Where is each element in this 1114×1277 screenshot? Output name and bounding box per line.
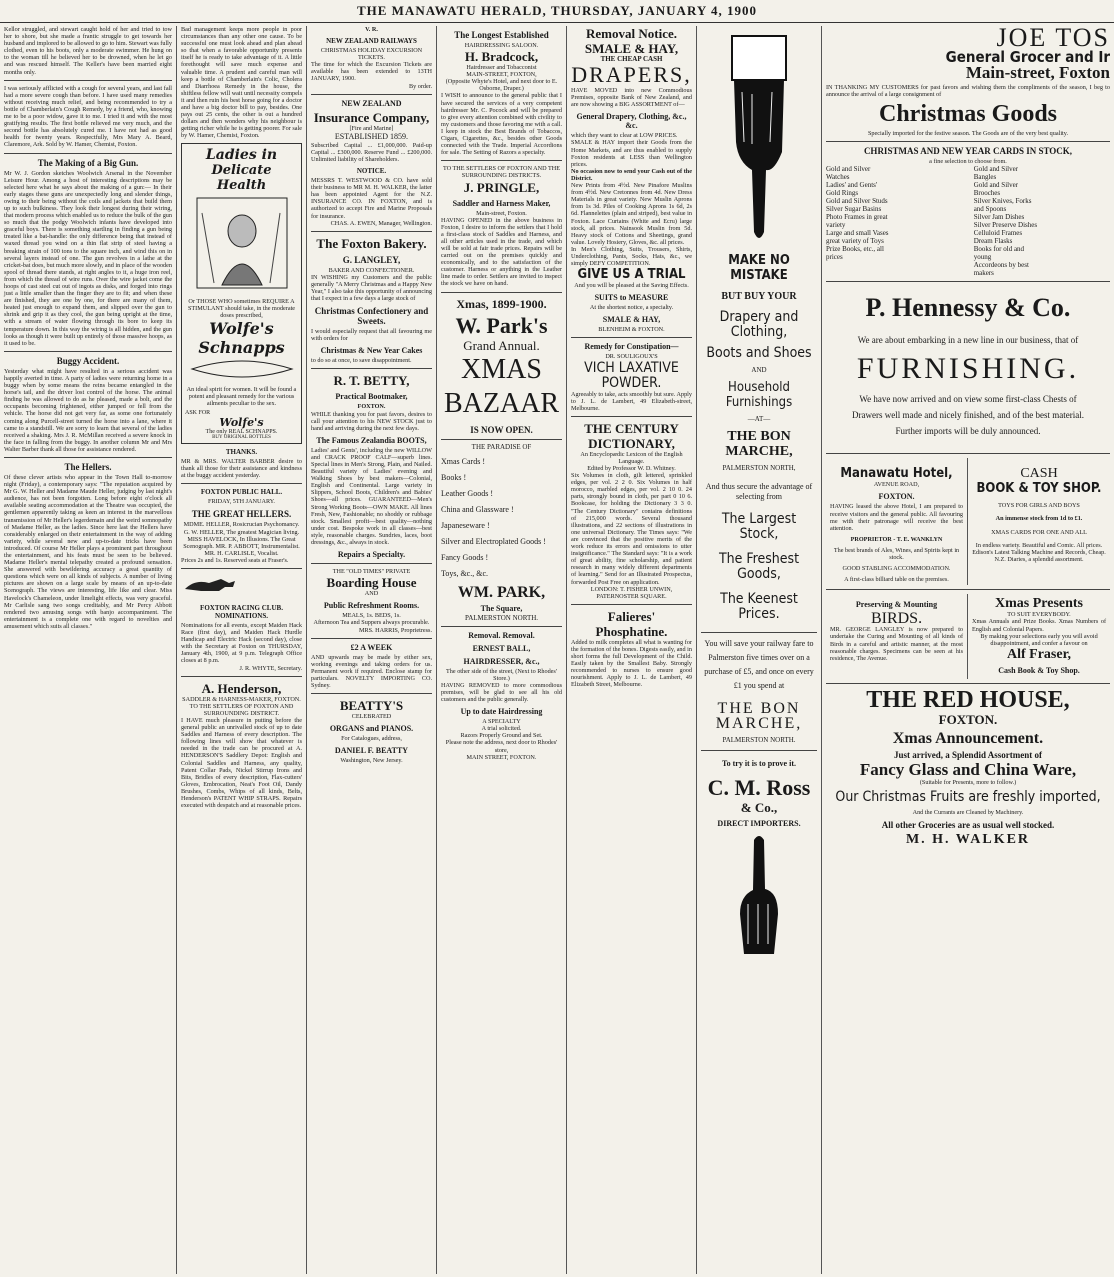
ad-heading: FOXTON RACING CLUB. NOMINATIONS. bbox=[200, 604, 283, 620]
ad-text: Edited by Professor W. D. Whitney. bbox=[587, 465, 676, 472]
ad-title: Xmas Announcement. bbox=[892, 729, 1044, 747]
divider bbox=[441, 160, 562, 161]
ad-title: Our Christmas Fruits are freshly imported, bbox=[835, 788, 1101, 805]
divider bbox=[4, 80, 172, 81]
ad-title: Grand Annual. bbox=[463, 337, 540, 353]
ad-title: Ladies in bbox=[205, 146, 278, 163]
ad-title: A. Henderson, bbox=[201, 680, 282, 696]
ad-text: HAVING leased the above Hotel, I am prepared to receive visitors and the general public. All favouring me with their patronage will receive the best attention. bbox=[830, 503, 964, 532]
ad-text: FOXTON. bbox=[357, 403, 386, 411]
ad-text: An Encyclopædic Lexicon of the English Language. bbox=[580, 450, 683, 465]
ad-text: MAIN STREET, FOXTON. bbox=[466, 753, 537, 761]
ad-text: The best brands of Ales, Wines, and Spirits kept in stock. bbox=[833, 546, 960, 562]
ad-text: MR. GEORGE LANGLEY is now prepared to undertake the Curing and Mounting of all kinds of Birds in a careful and artistic manner, at the most reasonable charges. Specimens can be seen at his residence, The Avenue. bbox=[830, 626, 964, 662]
column-ads-4 bbox=[437, 26, 567, 1274]
ad-text: MEALS, 1s. BEDS, 1s. bbox=[342, 612, 401, 620]
ad-heading: FOXTON. bbox=[878, 492, 915, 502]
ad-heading: Up to date Hairdressing bbox=[460, 707, 543, 717]
ad-title: Insurance Company, bbox=[313, 109, 430, 125]
list-item: Xmas Cards ! bbox=[441, 456, 485, 466]
ad-title: The Foxton Bakery. bbox=[316, 235, 427, 251]
ad-text: XMAS CARDS FOR ONE AND ALL bbox=[991, 528, 1087, 536]
ad-text: Added to milk completes all what is wanting for the formation of the bones. Digests easily, and in short forms the full Development of the Child. Easily taken by the Smallest Baby. Strongly recommended to nurses to ensure good nourishment. Apply to J. L. de Lambert, 49 Elizabeth Street, Melbourne. bbox=[571, 638, 692, 689]
brand-wolfes: Wolfe's bbox=[219, 416, 264, 430]
ad-heading: HAIRDRESSER, &c., bbox=[463, 656, 540, 666]
ad-title: The Freshest Goods, bbox=[718, 551, 800, 583]
ad-title: M. H. WALKER bbox=[905, 831, 1031, 847]
ad-text: HAVING OPENED in the above business in Foxton, I desire to inform the settlers that I hold a first-class stock of Saddles and Harness, and all other articles used in the trade, and which will be sold at fair trade prices. Repairs will be carried out on the premises quickly and economically, and to the satisfaction of the customer. Harness or anything in the Leather line made to order. Settlers are invited to inspect the stock we have on hand. bbox=[441, 216, 562, 288]
divider bbox=[571, 337, 692, 338]
ad-text: to do so at once, to save disappointment. bbox=[311, 357, 412, 365]
ad-text: You will save your railway fare to Palmerston five times over on a purchase of £5, and once on every £1 you spend at bbox=[704, 639, 814, 691]
ad-heading: ERNEST BALL, bbox=[472, 643, 531, 653]
divider bbox=[441, 439, 562, 440]
ad-heading: IS NOW OPEN. bbox=[470, 424, 533, 435]
ad-heading: SMALE & HAY, bbox=[602, 315, 661, 325]
goods-list-right bbox=[974, 165, 1110, 277]
ad-text: Hairdresser and Tobacconist bbox=[466, 64, 537, 72]
article-text: Mr W. J. Gordon sketches Woolwich Arsenal in the November Leisure Hour. Among a host of interesting descriptions may be selected here what he says about the making of a gun:— In their early stages these guns are unexpectedly long and slender things, owing to their being without the coils and jackets that build them up to such bulkiness. They look their longest during their wiring, that modern process which enabled us to reduce the bulk of the gun so much that the podgy Woolwich infants have developed into graceful boys. There is something startling in finding a gun being treated like a bat-handle: the only difference being that instead of waxed thread you wind on a thin flat strip of steel having a breaking strain of 100 tons to the square inch, and wind this on in several layers instead of one. The gun revolves in a lathe at the cricket-bat does, but much more slowly, and in place of the wooden spool of thread there stands, at right angles to it, a huge iron reel, from which the thread of wire runs. Over the wire jacket come the hoops of cast steel cut out of ingots as disks, and forged into rings just a little smaller than the finger they are to fit; and when these are finished, they are one by one, for there are many of them, heated just enough to expand them, and slipped over the gun to shrink and grip it as they cool, the gun being upright at the time, with a stream of water flowing through its bore to keep its temperature down. In this way the wiring is all hidden, and the gun looks as though it were built up entirely of those massive hoops, as it used to be. bbox=[4, 169, 172, 347]
ad-heading: Christmas Confectionery and Sweets. bbox=[314, 306, 429, 327]
ad-text: IN THANKING MY CUSTOMERS for past favors and wishing them the compliments of the season, I beg to announce the arrival of a large consignment of bbox=[826, 84, 1110, 99]
ad-heading: ORGANS and PIANOS. bbox=[329, 724, 414, 734]
ornament-icon bbox=[187, 357, 297, 381]
list-item: Gold and Silver Brooches bbox=[973, 181, 1019, 198]
divider bbox=[181, 483, 302, 484]
divider bbox=[701, 750, 817, 751]
list-item: Books for old and young bbox=[973, 245, 1025, 262]
list-item: Gold and Silver Bangles bbox=[973, 165, 1019, 182]
list-item: Silver Jam Dishes bbox=[973, 213, 1025, 222]
divider bbox=[311, 563, 432, 564]
list-item: Books ! bbox=[441, 472, 467, 482]
ad-text: In endless variety. Beautiful and Comic. All prices. bbox=[975, 541, 1103, 549]
list-item: Silver Sugar Basins bbox=[826, 205, 882, 214]
divider bbox=[311, 638, 432, 639]
ad-text: CELEBRATED bbox=[351, 713, 392, 721]
ad-title: W. Park's bbox=[455, 312, 548, 338]
ad-text: TO THE SETTLERS OF FOXTON AND SURROUNDING DISTRICT. bbox=[189, 702, 294, 717]
article-heading: Buggy Accident. bbox=[56, 355, 120, 366]
ad-title: BEATTY'S bbox=[339, 698, 404, 714]
ad-heading: Just arrived, a Splendid Assortment of bbox=[893, 749, 1042, 760]
ad-text: A first-class billiard table on the premises. bbox=[844, 576, 949, 584]
ad-heading: Repairs a Specialty. bbox=[337, 550, 406, 560]
sub-row-hotel-cash bbox=[826, 458, 1110, 585]
divider bbox=[311, 693, 432, 694]
ad-title: DICTIONARY, bbox=[588, 435, 675, 451]
divider bbox=[571, 416, 692, 417]
racehorse-icon bbox=[181, 573, 241, 595]
ad-text: In Men's Clothing, Suits, Trousers, Shirts, Underclothing, Pants, Socks, Hats, &c., we simply DEFY COMPETITION. bbox=[571, 245, 692, 268]
column-ads-5 bbox=[567, 26, 697, 1274]
ad-title: Christmas Goods bbox=[878, 101, 1058, 128]
pointing-hand-down-icon bbox=[724, 32, 794, 247]
list-item: Celluloid Frames bbox=[973, 229, 1023, 238]
ad-text: PROPRIETOR - T. E. WANKLYN bbox=[850, 535, 943, 543]
ad-text: And the Currants are Cleaned by Machinery. bbox=[912, 808, 1024, 816]
ad-title: BIRDS. bbox=[870, 610, 923, 628]
ad-text: PALMERSTON NORTH. bbox=[464, 613, 539, 622]
divider bbox=[826, 589, 1110, 590]
ad-title: R. T. BETTY, bbox=[333, 373, 410, 389]
ad-text: The other side of the street, (Next to Rhodes' Store.) bbox=[446, 667, 557, 682]
ad-text: Subscribed Capital ... £1,000,000. Paid-up Capital ... £300,000. Reserve Fund ... £200,000. Unlimited liability of Shareholders. bbox=[311, 141, 432, 163]
ad-text: Or THOSE WHO sometimes REQUIRE A STIMULANT should take, in the moderate doses prescribed, bbox=[187, 297, 296, 319]
ad-title: Xmas Presents bbox=[995, 596, 1084, 612]
ad-heading: General Drapery, Clothing, &c., &c. bbox=[576, 112, 687, 131]
ad-text: Ladies' and Gents', including the new WILLOW and CRACK PROOF CALF—superb lines. Special lines in Men's Strong, Plain, and Nailed. Beautiful variety of Ladies' evening and Walking Shoes by best makers—Colonial, English and Continental. Large variety in Slippers, School Boots, Children's and Babies' Shoes—all prices. GUARANTEED—Men's Strong Working Boots—OWN MAKE. All lines Fresh, New, Fashionable; no shoddy or rubbage stock. Smallest profit—best quality—nothing under cost. Bespoke work in all classes—best style, reasonable charges. Sundries, laces, boot dressings, &c., always in stock. bbox=[311, 446, 432, 547]
ad-text: Prices 2s and 1s. Reserved seats at Fraser's. bbox=[181, 556, 289, 564]
list-item: Accordeons by best makers bbox=[973, 261, 1029, 278]
ad-title: Falieres' Phosphatine. bbox=[595, 608, 668, 639]
ad-text: HAIRDRESSING SALOON. bbox=[464, 42, 539, 49]
divider bbox=[311, 231, 432, 232]
ad-text: A SPECIALTY bbox=[482, 718, 521, 726]
ad-text: No occasion now to send your Cash out of the District. bbox=[571, 167, 692, 182]
column-bon-marche bbox=[697, 26, 822, 1274]
column-ads-7 bbox=[822, 26, 1114, 1274]
list-item: Japaneseware ! bbox=[441, 520, 490, 530]
list-item: Prize Books, etc., all prices bbox=[826, 245, 884, 262]
divider bbox=[181, 676, 302, 677]
divider bbox=[181, 568, 302, 569]
hotel-advert bbox=[826, 458, 968, 585]
divider bbox=[441, 292, 562, 293]
ad-title: WM. PARK, bbox=[457, 583, 546, 601]
ad-text: CHRISTMAS HOLIDAY EXCURSION TICKETS. bbox=[320, 47, 423, 62]
ad-title: Manawatu Hotel, bbox=[840, 466, 953, 482]
goods-list bbox=[826, 165, 1110, 277]
ad-heading: DANIEL F. BEATTY bbox=[334, 746, 409, 756]
divider bbox=[4, 457, 172, 458]
ad-heading: THE GREAT HELLERS. bbox=[191, 509, 292, 520]
ad-heading: FOXTON PUBLIC HALL. bbox=[200, 488, 283, 497]
article-heading: The Hellers. bbox=[64, 461, 112, 472]
ad-text: Specially imported for the festive season. The Goods are of the very best quality. bbox=[867, 130, 1068, 138]
list-item: Ladies' and Gents' Gold Rings bbox=[826, 181, 878, 198]
ad-text: AND bbox=[364, 590, 379, 598]
ad-text: —AT— bbox=[747, 415, 771, 424]
ad-heading: NEW ZEALAND bbox=[341, 98, 402, 108]
column-news-2 bbox=[177, 26, 307, 1274]
ad-title: FOXTON. bbox=[938, 711, 998, 727]
ad-heading: Practical Bootmaker, bbox=[335, 392, 408, 402]
ad-text: MDME. HELLER, Rosicrucian Psychomancy. G. W. HELLER, The greatest Magician living. MISS HAVELOCK, In Illusions. The Great Scenograph. MR. P. ABBOTT, Instrumentalist. MR. H. CARLISLE, Vocalist. bbox=[183, 521, 300, 557]
ad-heading: Remedy for Constipation— bbox=[584, 342, 679, 352]
ad-title: XMAS bbox=[461, 353, 542, 385]
ad-text: FRIDAY, 5TH JANUARY. bbox=[208, 498, 275, 506]
ad-text: MR & MRS. WALTER BARBER desire to thank all those for their assistance and kindness at the buggy accident yesterday. bbox=[181, 458, 302, 480]
ad-text: BLENHEIM & FOXTON. bbox=[598, 326, 665, 334]
pointing-hand-up-icon bbox=[734, 834, 784, 959]
ad-text: I WISH to announce to the general public that I have secured the services of a very competent hairdresser Mr. C. Pocock and will be prepared to give every attention combined with civility to my customers and those favoring me with a call. I keep in stock the Best Brands of Tobaccos, Cigars, Cigarettes, &c., besides other Goods connected with the Trade. Imperial Accordions for sale. The Setting of Razors a specialty. bbox=[441, 92, 562, 157]
ad-title: THE BON MARCHE, bbox=[715, 700, 803, 733]
ad-text: TO THE SETTLERS OF FOXTON AND THE SURROUNDING DISTRICTS. bbox=[442, 165, 561, 180]
ad-text: TOYS FOR GIRLS AND BOYS bbox=[998, 502, 1080, 510]
divider bbox=[311, 368, 432, 369]
article-text: Kellor struggled, and stewart caught hold of her and tried to tow her to shore, but she made a frantic struggle to get towards her husband and implored to be allowed to go to him. Stewart was fully clothed, even to his boots, only a moderate swimmer. He hung on to the woman till he believed her to be drowned, when he let go and was rescued himself. The Keller's have been married eight months only. bbox=[4, 26, 172, 76]
ad-title: C. M. Ross bbox=[707, 775, 811, 801]
ad-heading: £2 A WEEK bbox=[350, 642, 393, 652]
ad-title: Drapery and Clothing, bbox=[719, 309, 799, 340]
ladies-illustration bbox=[192, 193, 292, 293]
list-item: Gold and Silver Studs bbox=[826, 197, 888, 206]
ad-text: We have now arrived and on view some first-class Chests of Drawers well made and nicely finished, and of the best material. Further imports will be duly announced. bbox=[852, 394, 1084, 437]
ad-text: PALMERSTON NORTH. bbox=[722, 736, 796, 745]
divider bbox=[441, 626, 562, 627]
ad-text: Xmas Annuals and Prize Books. Xmas Numbers of English and Colonial Papers. bbox=[972, 618, 1106, 633]
bookshop-advert bbox=[968, 458, 1110, 585]
ad-title: GIVE US A TRIAL bbox=[577, 267, 686, 283]
divider bbox=[826, 453, 1110, 454]
list-item: Silver and Electroplated Goods ! bbox=[441, 536, 546, 546]
ad-title: Fancy Glass and China Ware, bbox=[859, 759, 1077, 779]
ad-text: We are about embarking in a new line in our business, that of bbox=[857, 335, 1079, 346]
ad-text: WHILE thanking you for past favors, desires to call your attention to his NEW STOCK just to hand and arriving during the next few days. bbox=[311, 410, 432, 432]
ad-title: Household Furnishings bbox=[725, 380, 793, 411]
ad-text: An immense stock from 1d to £1. bbox=[995, 515, 1083, 523]
divider bbox=[4, 153, 172, 154]
ad-heading: Preserving & Mounting bbox=[855, 600, 938, 610]
ad-heading: Removal. Removal. bbox=[468, 630, 535, 640]
ad-text: Afternoon Tea and Suppers always procurable. bbox=[313, 619, 430, 627]
ad-heading: NEW ZEALAND RAILWAYS bbox=[326, 37, 417, 46]
divider bbox=[311, 94, 432, 95]
ad-title: BAZAAR bbox=[443, 387, 560, 419]
article-text: I was seriously afflicted with a cough for several years, and last fall had a more severe cough than before. I have used many remedies without receiving much relief, and being recommended to try a bottle of Chamberlain's Cough Remedy, by a friend, who, knowing me to be a poor widow, gave it to me. I tried it and with the most gratifying results. The first bottle relieved me very much, and the second bottle has absolutely cured me. I have not had as good health for twenty years. Respectfully, Mrs Mary A. Beard, Claremore, Ark. Sold by W. Hamer, Chemist, Foxton. bbox=[4, 84, 172, 149]
ad-text: MAIN-STREET, FOXTON, bbox=[466, 71, 537, 79]
ad-heading: THANKS. bbox=[225, 448, 258, 457]
ad-text: BUY ORIGINAL BOTTLES bbox=[212, 435, 271, 441]
ad-text: (Suitable for Presents, more to follow.) bbox=[919, 778, 1017, 786]
ad-text: SADDLER & HARNESS-MAKER, FOXTON. bbox=[182, 695, 301, 703]
ad-text: AVENUE ROAD, bbox=[873, 481, 920, 489]
article-text: Of these clever artists who appear in the Town Hall to-morrow night (Friday), a contemporary says: "The reputation acquired by Mr G. W. Heller and Madame Maude Heller, judging by last night's audience, has not been forgotten. Long before eight o'clock all available seating accommodation at the Theatre was occupied, the gentlemen apparently taking as keen an interest in the marvellous transmission of Mr Heller's legerdemain and the weird somnopathy of Madame Heller, as the ladies. Since here last the Hellers have considerably enlarged on their entertainment in the way of adding variety, while several new and up-to-date tricks have been introduced. Of course Mr Heller plays a prominent part throughout the entertainment, and his feats must be seen to be believed. Madame Heller's mental telepathy created a profound sensation. She answered with bewildering accuracy a great quantity of questions which were on all kinds of subjects. A number of living pictures are shown on a large scale by means of an up-to-date Scenograph. The views are interesting, life like and clear. Miss Havelock's Chameleon, under limelight effects, was very graceful. Mr Carlisle sang two songs creditably, and Mr Percy Abbott rendered two amusing songs with banjo accompaniment. The entertainment is a complete one with regard to novelties and amusement which suits all classes." bbox=[4, 473, 172, 630]
ad-text: By order. bbox=[408, 82, 432, 90]
ad-text: SMALE & HAY import their Goods from the Home Markets, and are thus enabled to supply Foxton residents at LESS than Wellington prices. bbox=[571, 139, 692, 168]
ad-title: Boots and Shoes bbox=[706, 345, 812, 361]
ad-text: The only REAL SCHNAPPS. bbox=[205, 429, 278, 436]
ad-title: SMALE & HAY, bbox=[584, 41, 679, 56]
ad-heading: Saddler and Harness Maker, bbox=[452, 198, 551, 208]
ad-title: FURNISHING. bbox=[856, 352, 1080, 386]
ad-title: Boarding House bbox=[326, 575, 417, 591]
ad-title: The Largest Stock, bbox=[721, 511, 797, 543]
divider bbox=[826, 281, 1110, 282]
article-text: Bad management keeps more people in poor circumstances than any other one cause. To be successful one must look ahead and plan ahead so that when a favorable opportunity presents itself he is ready to take advantage of it. A little forethought will save much expense and valuable time. A prudent and careful man will keep a bottle of Chamberlain's Colic, Cholera and Diarrhoea Remedy in the house, the shiftless fellow will wait until necessity compels it and then ruin his best horse going for a doctor and have a big doctor bill to pay, besides. One pays out 25 cents, the other is out a hundred dollars and then wonders why his neighbour is getting richer while he is getting poorer. For sale by W. Hamer, Chemist, Foxton. bbox=[181, 26, 302, 140]
ad-title: Removal Notice. bbox=[586, 26, 677, 41]
ad-heading: BUT BUY YOUR bbox=[721, 291, 797, 302]
ad-text: By making your selections early you will avoid disappointment, and confer a favour on bbox=[980, 632, 1098, 647]
ad-text: IN WISHING my Customers and the public generally "A Merry Christmas and a Happy New Year," I also take this opportunity of announcing that I expect in a few days a large stock of bbox=[311, 273, 432, 303]
ad-text: THE CHEAP CASH bbox=[600, 55, 663, 63]
ad-text: THE PARADISE OF bbox=[471, 442, 532, 451]
ad-text: TO SUIT EVERYBODY. bbox=[1007, 611, 1071, 619]
ad-text: AND upwards may be made by either sex, working evenings and taking orders for us. Permanent work if required. Enclose stamp for particulars. NOVELTY IMPORTING CO. Sydney. bbox=[311, 653, 432, 689]
list-item: Photo Frames in great variety bbox=[826, 213, 888, 230]
ad-text: The time for which the Excursion Tickets are available has been extended to 13TH JANUARY, 1900. bbox=[311, 61, 432, 83]
ad-title: THE BON MARCHE, bbox=[725, 429, 793, 460]
sub-row-birds-presents bbox=[826, 594, 1110, 678]
article-heading: The Making of a Big Gun. bbox=[37, 157, 139, 168]
ad-text: Main-street, Foxton. bbox=[476, 209, 527, 217]
ad-title: DRAPERS, bbox=[571, 62, 692, 88]
ad-title: VICH LAXATIVE POWDER. bbox=[584, 359, 679, 391]
article-text: Yesterday what might have resulted in a serious accident was happily averted in time. A party of ladies were returning home in a buggy when by some means the reins became entangled in the horse's tail, and the driver lost control of the horse. The animal finding he was allowed to do as he pleased, made a bolt, and the occupants becoming frightened, either jumped or fell from the vehicle. The horse did not get very far, as some one fortunately coming along Purcell-street turned the horse into a lane, where it came to a standstill. We are sorry to learn that several of the ladies received a shaking. Mrs J. R. McMillan received a severe knock in the face in falling from the buggy. In another column Mr and Mrs Walter Barber thank all those for assistance rendered. bbox=[4, 367, 172, 453]
ad-text: Six Volumes in cloth, gilt lettered, sprinkled edges, per vol. 2 2 0. Six Volumes in half morocco, marbled edges, per vol. 2 10 0. 24 parts, strongly bound in cloth, per part 0 10 6. Bookcase, for holding the Dictionary 3 3 0. "The Century Dictionary" contains definitions of 215,000 words. Several thousand illustrations, and 22 sections of illustrations in one universal Dictionary. The Times says: "We are convinced that the positive merits of the work reduce its errors and omissions to utter insignificance." The Standard says: "It is a work of great ability, fine scholarship, and patient research in many widely different departments of learning." Send for an Illustrated Prospectus, forwarded Post Free on application. bbox=[571, 472, 692, 586]
ad-text: J. R. WHYTE, Secretary. bbox=[239, 664, 302, 672]
brand-schnapps: Schnapps bbox=[198, 337, 285, 357]
ad-text: [Fire and Marine] bbox=[349, 124, 394, 132]
ad-text: And thus secure the advantage of selecting from bbox=[705, 482, 813, 502]
ad-text: GOOD STABLING ACCOMMODATION. bbox=[842, 565, 951, 573]
ad-heading: NOTICE. bbox=[356, 167, 387, 176]
ad-text: New Prints from 4½d. New Pinafore Muslins from 4½d. New Cretonnes from 4d. New Dress Materials in great variety. New Muslin Aprons from 1s 3d. Piles of Cooking Aprons 1s 6d, 2s 6d. Flannelettes (plain and striped), best value in Foxton. Lace Curtains (White and Ecru) large stock, all prices. Nainsook Muslin from 5d. Heavy stock of Cottons and Sheetings, grand value. Lovely Hosiery, Gloves, &c. all prices. bbox=[571, 182, 692, 246]
ad-text: LONDON: T. FISHER UNWIN, PATERNOSTER SQUARE. bbox=[590, 585, 673, 600]
ad-text: I HAVE much pleasure in putting before the general public an unrivalled stock of up to date Saddles and Harness of every description. The following lines will show that whatever is needed in the trade can be procured at A. HENDERSON'S Saddlery Depot: English and Colonial Saddles and Harness, any quality, Patent Collar Pads, Nickel Stirrup Irons and Bits, Bridles of every description, Flax-cutters' Gloves, Embrocation, Neat's Foot Oil, Dandy Brushes, Combs, Whips of all kinds, Belts, Henderson's PATENT WHIP STRAPS. Repairs executed with despatch and at reasonable prices. bbox=[181, 716, 302, 810]
ad-title: H. Bradcock, bbox=[464, 49, 539, 65]
list-item: Toys, &c., &c. bbox=[441, 568, 488, 578]
ad-text: HAVING REMOVED to more commodious premises, will be glad to see all his old customers and the public generally. bbox=[441, 681, 562, 704]
ad-text: N.Z. Diaries, a splendid assortment. bbox=[994, 555, 1084, 563]
ad-heading: The Square, bbox=[480, 603, 523, 613]
column-news-1 bbox=[0, 26, 177, 1274]
ad-text: which they want to clear at LOW PRICES. bbox=[571, 132, 678, 140]
ad-text: And you will be pleased at the Saving Effects. bbox=[574, 282, 689, 290]
divider bbox=[4, 351, 172, 352]
ad-text: At the shortest notice, a specialty. bbox=[589, 304, 674, 312]
ad-title: BOOK & TOY SHOP. bbox=[976, 481, 1102, 497]
ad-title: THE CENTURY bbox=[584, 420, 679, 436]
divider bbox=[826, 141, 1110, 142]
ad-title: & Co., bbox=[740, 800, 778, 816]
ad-heading: To try it is to prove it. bbox=[722, 759, 796, 769]
ad-text: MESSRS T. WESTWOOD & CO. have sold their business to MR M. H. WALKER, the latter has been appointed Agent for the N.Z. INSURANCE CO. IN FOXTON, and is authorized to accept Fire and Marine Proposals for insurance. bbox=[311, 177, 432, 220]
ad-text: I would especially request that all favouring me with orders for bbox=[311, 328, 432, 343]
list-item: Large and small Vases bbox=[826, 229, 889, 238]
masthead: THE MANAWATU HERALD, THURSDAY, JANUARY 4, 1900 bbox=[0, 0, 1114, 23]
ad-title: P. Hennessy & Co. bbox=[865, 293, 1071, 323]
ad-text: Please note the address, next door to Rhodes' store, bbox=[445, 739, 558, 754]
ad-text: Washington, New Jersey. bbox=[340, 757, 403, 765]
ad-heading: All other Groceries are as usual well stocked. bbox=[881, 819, 1055, 830]
ad-text: CHAS. A. EWEN, Manager, Wellington. bbox=[330, 219, 432, 227]
ad-text: V. R. bbox=[365, 26, 378, 33]
ad-text: MRS. HARRIS, Proprietress. bbox=[358, 626, 432, 634]
ad-text: Agreeably to take, acts smoothly but sure. Apply to J. L. de Lambert, 49 Elizabeth-street, Melbourne. bbox=[571, 390, 692, 412]
ad-title: Delicate Health bbox=[211, 162, 272, 193]
ad-heading: SUITS to MEASURE bbox=[594, 293, 669, 303]
ad-heading: Cash Book & Toy Shop. bbox=[998, 665, 1080, 675]
ad-heading: DIRECT IMPORTERS. bbox=[717, 819, 801, 829]
ad-heading: The Longest Established bbox=[454, 30, 549, 40]
divider bbox=[701, 632, 817, 633]
ad-text: A trial solicited. bbox=[481, 725, 522, 733]
ad-heading: Public Refreshment Rooms. bbox=[323, 601, 420, 611]
ad-text: HAVE MOVED into new Commodious Premises, opposite Bank of New Zealand, and are now showing a BIG ASSORTMENT of— bbox=[571, 87, 692, 109]
ad-text: Razors Properly Ground and Set. bbox=[460, 732, 543, 740]
list-item: Gold and Silver Watches bbox=[826, 165, 871, 182]
list-item: China and Glassware ! bbox=[441, 504, 514, 514]
ad-heading: CHRISTMAS AND NEW YEAR CARDS IN STOCK, bbox=[863, 146, 1073, 157]
bazaar-item-list bbox=[441, 457, 562, 579]
ad-heading: G. LANGLEY, bbox=[342, 254, 401, 265]
ad-heading: Christmas & New Year Cakes bbox=[320, 346, 423, 356]
brand-wolfes: Wolfe's bbox=[209, 318, 274, 338]
ad-text: AND bbox=[751, 366, 767, 374]
ad-heading: Xmas, 1899-1900. bbox=[456, 296, 547, 311]
ad-text: ASK FOR bbox=[185, 410, 211, 417]
ad-title: MAKE NO MISTAKE bbox=[728, 253, 790, 283]
ad-title: Main-street, Foxton bbox=[965, 63, 1110, 82]
ad-title: THE RED HOUSE, bbox=[866, 686, 1070, 713]
list-item: Fancy Goods ! bbox=[441, 552, 489, 562]
divider bbox=[571, 604, 692, 605]
birds-advert bbox=[826, 594, 968, 678]
ad-text: For Catalogues, address, bbox=[341, 735, 402, 743]
list-item: Dream Flasks bbox=[973, 237, 1013, 246]
presents-advert bbox=[968, 594, 1110, 678]
list-item: great variety of Toys bbox=[826, 237, 884, 246]
column-ads-3 bbox=[307, 26, 437, 1274]
ad-heading: The Famous Zealandia BOOTS, bbox=[316, 435, 427, 445]
ad-text: (Opposite Whyte's Hotel, and next door to E. Osborne, Draper.) bbox=[445, 78, 558, 93]
ad-text: PALMERSTON NORTH, bbox=[722, 464, 796, 473]
ad-title: CASH bbox=[1020, 466, 1058, 482]
ad-text: BAKER AND CONFECTIONER. bbox=[328, 266, 415, 274]
list-item: Leather Goods ! bbox=[441, 488, 493, 498]
ad-title: J. PRINGLE, bbox=[463, 179, 540, 195]
schnapps-advert bbox=[181, 143, 302, 445]
list-item: Silver Knives, Forks and Spoons bbox=[973, 197, 1032, 214]
ad-text: Nominations for all events, except Maiden Hack Race (first day), and Maiden Hack Hurdle Handicap and Electric Hack (second day), close with the Secretary at Foxton on THURSDAY, January 4th, 1900, at 9 p.m. Telegraph Office closes at 8 p.m. bbox=[181, 622, 302, 665]
ad-text: An ideal spirit for women. It will be found a potent and pleasant remedy for the various ailments peculiar to the sex. bbox=[186, 385, 297, 407]
ad-title: Alf Fraser, bbox=[1006, 646, 1072, 662]
ad-title: The Keenest Prices. bbox=[720, 591, 798, 623]
ad-text: a fine selection to choose from. bbox=[929, 158, 1007, 166]
ad-title: JOE TOS bbox=[996, 26, 1110, 52]
ad-text: Edison's Latest Talking Machine and Records, Cheap. bbox=[972, 548, 1106, 556]
list-item: Silver Preserve Dishes bbox=[973, 221, 1038, 230]
ad-text: DR. SOULIGOUX'S bbox=[605, 353, 658, 361]
ad-title: General Grocer and Ir bbox=[945, 48, 1110, 66]
goods-list-left bbox=[826, 165, 962, 277]
ad-text: THE "OLD TIMES" PRIVATE bbox=[332, 568, 411, 576]
divider bbox=[826, 683, 1110, 684]
ad-text: ESTABLISHED 1859. bbox=[334, 131, 409, 141]
